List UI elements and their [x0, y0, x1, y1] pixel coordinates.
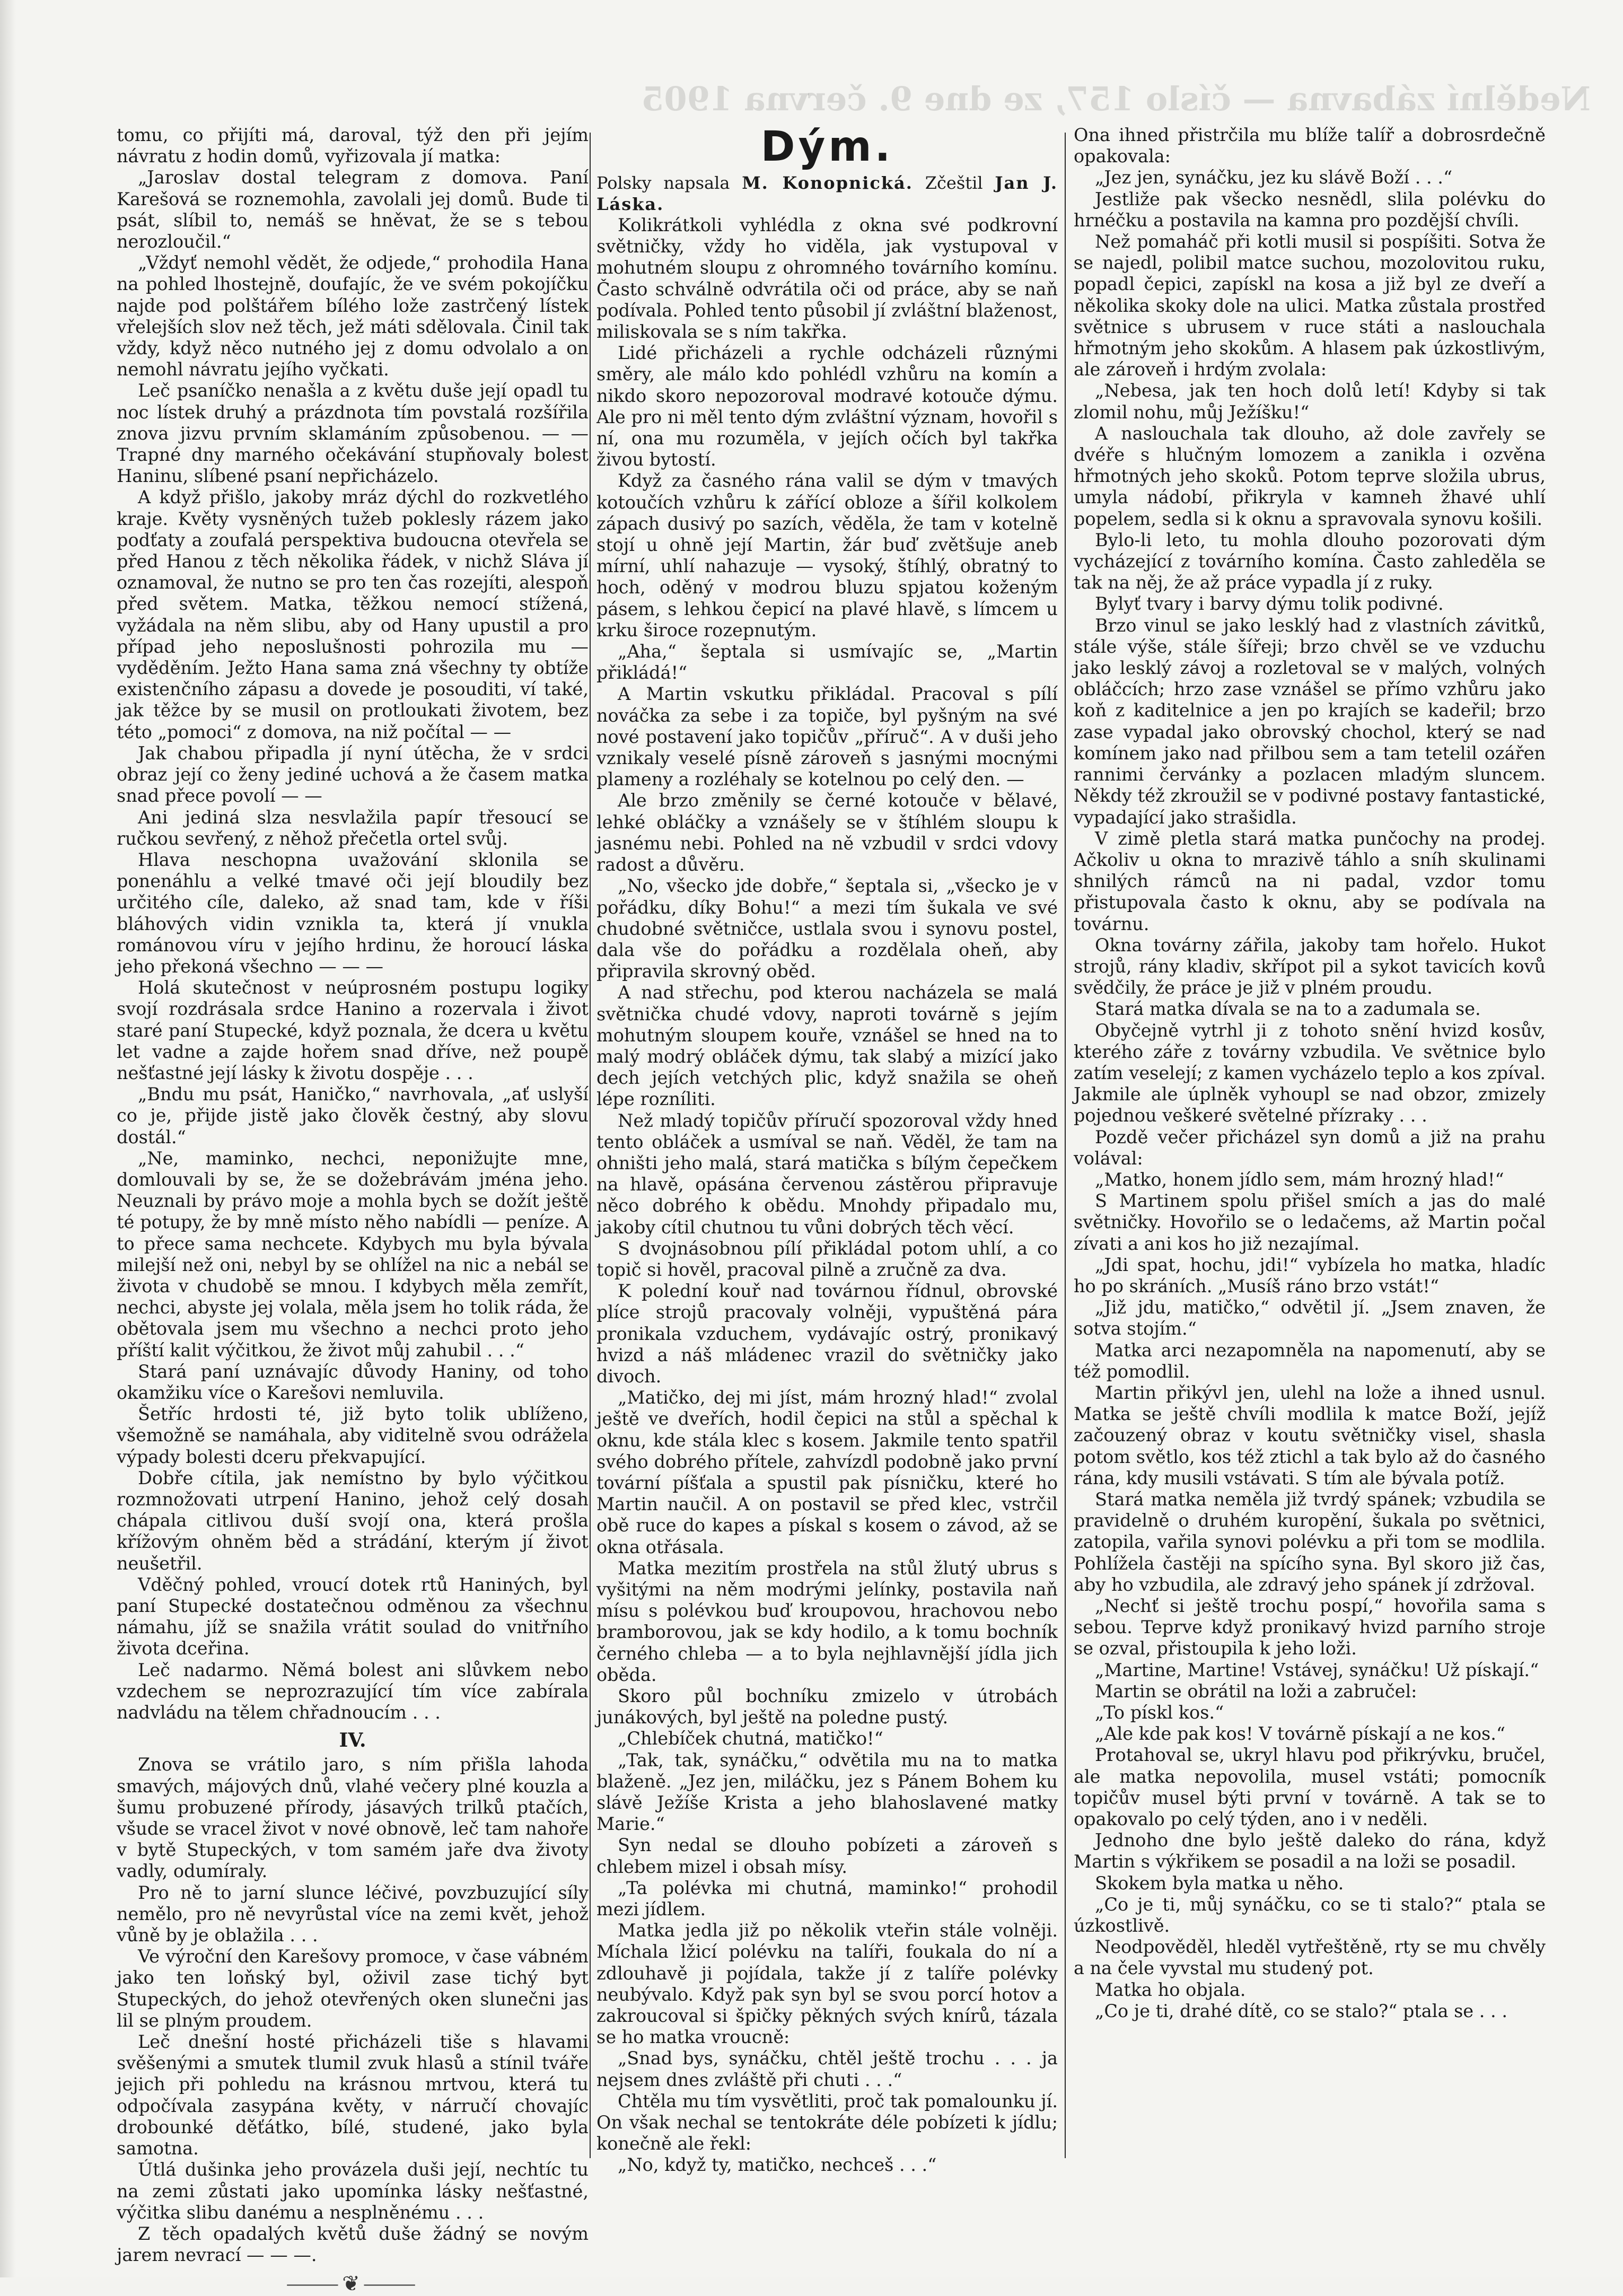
end-ornament: ⸻❦⸻ [286, 2272, 419, 2296]
paragraph: Matka arci nezapomněla na napomenutí, aby se též pomodlil. [1074, 1339, 1546, 1382]
paragraph: Brzo vinul se jako lesklý had z vlastních závitků, stále výše, stále šířeji; brzo chvěl se ve vzduchu jako lesklý závoj a rozletoval se v malých, volných obláčcích; hrzo zase vznášel se přímo vzhůru jako koň z kaditelnice a jen po krajích se kadeřil; brzo zase vypadal jako obrovský chochol, který se nad komínem jako nad přilbou sem a tam tetelil ozářen rannimi červánky a pozlacen mladým sluncem. Někdy též zkroužil se v podivné postavy fantastické, vypadající jako strašidla. [1074, 615, 1546, 828]
paragraph: Matka mezitím prostřela na stůl žlutý ubrus s vyšitými na něm modrými jelínky, postavila naň mísu s polévkou buď kroupovou, hrachovou nebo bramborovou, jak se kdy hodilo, a k tomu bochník černého chleba — a to byla nejhlavnější jídla jich oběda. [596, 1557, 1058, 1685]
paragraph: Dobře cítila, jak nemístno by bylo výčitkou rozmnožovati utrpení Hanino, jehož celý dosah chápala citlivou duší svojí ona, která prošla křížovým ohněm běd a strádání, kterým jí život neušetřil. [117, 1467, 589, 1574]
paragraph: „Matičko, dej mi jíst, mám hrozný hlad!“ zvolal ještě ve dveřích, hodil čepici na stůl a spěchal k oknu, kde stála klec s kosem. Jakmile tento spatřil svého dobrého přítele, zahvízdl podobně jako první tovární píšťala a spustil pak písničku, které ho Martin naučil. A on postavil se před klec, vstrčil obě ruce do kapes a pískal s kosem o závod, až se okna otřásala. [596, 1387, 1058, 1557]
paragraph: „Aha,“ šeptala si usmívajíc se, „Martin přikládá!“ [596, 641, 1058, 683]
paragraph: Když za časného rána valil se dým v tmavých kotoučích vzhůru k zářící obloze a šířil kolkolem zápach dusivý po sazích, věděla, že tam v kotelně stojí u ohně její Martin, žár buď zvětšuje aneb mírní, uhlí nahazuje — vysoký, štíhlý, obratný to hoch, oděný v modrou bluzu spjatou koženým pásem, s lehkou čepicí na plavé hlavě, s límcem u krku široce rozepnutým. [596, 470, 1058, 641]
paragraph: Matka ho objala. [1095, 1979, 1246, 2000]
paragraph: Bylyť tvary i barvy dýmu tolik podivné. [1095, 593, 1444, 615]
story-byline [596, 172, 1058, 215]
byline-mid: Zčeštil [925, 173, 983, 193]
paragraph: V zimě pletla stará matka punčochy na prodej. Ačkoliv u okna to mrazivě táhlo a sníh skulinami shnilých rámců na ni padal, vzdor tomu přistupovala často k oknu, aby se podívala na továrnu. [1074, 828, 1546, 934]
paragraph: S Martinem spolu přišel smích a jas do malé světničky. Hovořilo se o ledačems, až Martin počal zívati a ani kos ho již nezajímal. [1074, 1190, 1546, 1254]
paragraph: A naslouchala tak dlouho, až dole zavřely se dvéře s hlučným lomozem a zanikla i ozvěna hřmotných jeho skoků. Potom teprve složila ubrus, umyla nádobí, přikryla v kamneh žhavé uhlí popelem, sedla si k oknu a spravovala synovu košili. [1074, 423, 1546, 529]
paragraph: Leč psaníčko nenašla a z květu duše její opadl tu noc lístek druhý a prázdnota tím povstalá rozšířila znova jizvu prvním sklamáním způsobenou. — — Trapné dny marného očekávání stupňovaly bolest Haninu, slíbené psaní nepřicházelo. [117, 380, 589, 487]
paragraph: „Matko, honem jídlo sem, mám hrozný hlad!“ [1095, 1169, 1504, 1190]
paragraph: „No, všecko jde dobře,“ šeptala si, „všecko je v pořádku, díky Bohu!“ a mezi tím šukala ve své chudobné světničce, ustlala svou i synovu postel, dala vše do pořádku a rozdělala oheň, aby připravila skrovný oběd. [596, 875, 1058, 982]
paragraph: „Chlebíček chutná, matičko!“ [618, 1728, 883, 1749]
paragraph: Skokem byla matka u něho. [1095, 1872, 1344, 1894]
paragraph: Než mladý topičův příručí spozoroval vždy hned tento obláček a usmíval se naň. Věděl, že tam na ohništi jeho malá, stará matička s bílým čepečkem na hlavě, opásána červenou zástěrou připravuje něco dobrého k obědu. Mnohdy připadalo mu, jakoby cítil chutnou tu vůni dobrých těch věcí. [596, 1110, 1058, 1238]
paragraph: Leč nadarmo. Němá bolest ani slůvkem nebo vzdechem se neprozrazující tím více zabírala nadvládu na tělem chřadnoucím . . . [117, 1659, 589, 1723]
paragraph: Neodpověděl, hleděl vytřeštěně, rty se mu chvěly a na čele vyvstal mu studený pot. [1074, 1936, 1546, 1979]
paragraph: Martin se obrátil na loži a zabručel: [1095, 1680, 1417, 1702]
paragraph: Šetříc hrdosti té, již byto tolik ublíženo, všemožně se namáhala, aby viditelně svou odrážela výpady bolesti dceru překvapující. [117, 1404, 589, 1467]
paragraph: „Ale kde pak kos! V továrně pískají a ne kos.“ [1095, 1723, 1506, 1745]
paragraph: A nad střechu, pod kterou nacházela se malá světnička chudé vdovy, naproti továrně s jejím mohutným sloupem kouře, vznášel se hned na to malý modrý obláček dýmu, tak slabý a mizící jako dech jejích vetchých plic, když snažila se oheň lépe rozníliti. [596, 982, 1058, 1110]
paragraph: Hlava neschopna uvažování sklonila se ponenáhlu a velké tmavé oči její bloudily bez určitého cíle, daleko, až snad tam, kde v říši bláhových vidin vznikla ta, která jí vnukla románovou víru v jejího hrdinu, že horoucí láska jeho překoná všechno — — — [117, 849, 589, 977]
paragraph: Stará paní uznávajíc důvody Haniny, od toho okamžiku více o Karešovi nemluvila. [117, 1361, 589, 1403]
paragraph: Lidé přicházeli a rychle odcházeli různými směry, ale málo kdo pohlédl vzhůru na komín a nikdo skoro nepozoroval modravé kotouče dýmu. Ale pro ni měl tento dým zvláštní význam, hovořil s ní, ona mu rozuměla, v jejích očích byl takřka živou bytostí. [596, 343, 1058, 470]
paragraph: „Již jdu, matičko,“ odvětil jí. „Jsem znaven, že sotva stojím.“ [1074, 1297, 1546, 1339]
byline-author: M. Konopnická. [742, 173, 913, 193]
paragraph: Ani jediná slza nesvlažila papír třesoucí se ručkou sevřený, z něhož přečetla ortel svůj. [117, 807, 589, 849]
paragraph: „No, když ty, matičko, nechceš . . .“ [618, 2154, 937, 2176]
column-right [1074, 125, 1546, 2166]
paragraph: Bylo-li leto, tu mohla dlouho pozorovati dým vycházející z továrního komína. Často zahleděla se tak na něj, že až práce vypadla jí z ruky. [1074, 529, 1546, 593]
paragraph: „Ne, maminko, nechci, neponižujte mne, domlouvali by se, že se dožebrávám jména jeho. Neuznali by právo moje a mohla bych se dožít ještě té potupy, že by mně místo něho nabídli — peníze. A to přece sama nechcete. Kdybych mu byla bývala milejší než oni, nebyl by se ohlížel na nic a nebál se života v chudobě se mnou. I kdybych měla zemřít, nechci, abyste jej volala, měla jsem ho tolik ráda, že obětovala jsem mu všechno a nechci proto jeho příští kalit výčitkou, že život můj zahubil . . .“ [117, 1147, 589, 1361]
paragraph: Martin přikývl jen, ulehl na lože a ihned usnul. Matka se ještě chvíli modlila k matce Boží, jejíž začouzený obraz v koutu světničky visel, shasla potom světlo, kos též ztichl a tak bylo až do časného rána, kdy musili vstávati. S tím ale bývala potíž. [1074, 1382, 1546, 1488]
paragraph: Pozdě večer přicházel syn domů a již na prahu volával: [1074, 1126, 1546, 1169]
paragraph: „Snad bys, synáčku, chtěl ještě trochu . . . ja nejsem dnes zvláště při chuti . . .“ [596, 2048, 1058, 2090]
paragraph: Vděčný pohled, vroucí dotek rtů Haniných, byl paní Stupecké dostatečnou odměnou za všechnu námahu, jíž se snažila vrátit soulad do vnitřního života dceřina. [117, 1574, 589, 1659]
paragraph: Ale brzo změnily se černé kotouče v bělavé, lehké obláčky a vznášely se v štíhlém sloupu k jasnému nebi. Pohled na ně vzbudil v srdci vdovy radost a důvěru. [596, 790, 1058, 875]
paragraph: „Martine, Martine! Vstávej, synáčku! Už pískají.“ [1095, 1659, 1539, 1680]
paragraph: „Co je ti, můj synáčku, co se ti stalo?“ ptala se úzkostlivě. [1074, 1894, 1546, 1936]
chapter-heading: IV. [339, 1729, 366, 1752]
paragraph: Syn nedal se dlouho pobízeti a zároveň s chlebem mizel i obsah mísy. [596, 1835, 1058, 1877]
paragraph: Z těch opadalých květů duše žádný se novým jarem nevrací — — —. [117, 2223, 589, 2266]
paragraph: Chtěla mu tím vysvětliti, proč tak pomalounku jí. On však nechal se tentokráte déle pobízeti k jídlu; konečně ale řekl: [596, 2090, 1058, 2154]
paragraph: A Martin vskutku přikládal. Pracoval s pílí nováčka za sebe i za topiče, byl pyšným na své nové postavení jako topičův „příruč“. A v duši jeho vznikaly veselé písně zároveň s jasnými mocnými plameny a rozléhaly se kotelnou po celý den. — [596, 683, 1058, 790]
paragraph: Ve výroční den Karešovy promoce, v čase vábném jako ten loňský byl, oživil zase tichý byt Stupeckých, do jehož otevřených oken slunečni jas lil se plným proudem. [117, 1946, 589, 2031]
paragraph: Znova se vrátilo jaro, s ním přišla lahoda smavých, májových dnů, vlahé večery plné kouzla a šumu probuzené přírody, jásavých trilků ptačích, všude se vracel život v nové obnově, leč tam nahoře v bytě Stupeckých, v tom samém jaře dva životy vadly, odumíraly. [117, 1754, 589, 1882]
paragraph: Jednoho dne bylo ještě daleko do rána, když Martin s výkřikem se posadil a na loži se posadil. [1074, 1830, 1546, 1872]
paragraph: Jak chabou připadla jí nyní útěcha, že v srdci obraz její co ženy jediné uchová a že časem matka snad přece povolí — — [117, 742, 589, 807]
byline-translator: Jan J. Láska. [596, 173, 1058, 214]
paragraph: „Bndu mu psát, Haničko,“ navrhovala, „ať uslyší co je, přijde jistě jako člověk čestný, aby slovu dostál.“ [117, 1084, 589, 1147]
paragraph: „Jaroslav dostal telegram z domova. Paní Karešová se roznemohla, zavolali jej domů. Bude ti psát, slíbil to, nemáš se hněvat, že se s tebou nerozloučil.“ [117, 167, 589, 252]
paragraph: Stará matka neměla již tvrdý spánek; vzbudila se pravidelně o druhém kuropění, šukala po světnici, zatopila, vařila synovi polévku a při tom se modlila. Pohlížela častěji na spícího syna. Byl skoro již čas, aby ho vzbudila, ale zdravý jeho spánek jí zdržoval. [1074, 1489, 1546, 1595]
paragraph: „Nebesa, jak ten hoch dolů letí! Kdyby si tak zlomil nohu, můj Ježíšku!“ [1074, 380, 1546, 423]
paragraph: tomu, co přijíti má, daroval, týž den při jejím návratu z hodin domů, vyřizovala jí matka: [117, 125, 589, 167]
column-left [117, 125, 589, 2296]
paragraph: Matka jedla již po několik vteřin stále volněji. Míchala lžicí polévku na talíři, foukala do ní a zdlouhavě ji pojídala, takže jí z talíře polévky neubývalo. Když pak syn byl se svou porcí hotov a zakroucoval si špičky pěkných svých knírů, tázala se ho matka vroucně: [596, 1920, 1058, 2048]
paragraph: Holá skutečnost v neúprosném postupu logiky svojí rozdrásala srdce Hanino a rozervala i život staré paní Stupecké, když poznala, že dcera u květu let vadne a zajde hořem snad dříve, než poupě nešťastné její lásky k životu dospěje . . . [117, 977, 589, 1083]
paragraph: „Nechť si ještě trochu pospí,“ hovořila sama s sebou. Teprve když pronikavý hvizd parního stroje se ozval, přistoupila k jeho loži. [1074, 1596, 1546, 1659]
paragraph: Obyčejně vytrhl ji z tohoto snění hvizd kosův, kterého záře z továrny vzbudila. Ve světnice bylo zatím veselejí; z kamen vycházelo teplo a kos zpíval. Jakmile ale úplněk vyhoupl se nad obzor, zmizely pojednou veškeré světelné přízraky . . . [1074, 1020, 1546, 1126]
paragraph: Protahoval se, ukryl hlavu pod přikrývku, bručel, ale matka nepovolila, musel vstáti; pomocník topičův musel býti první v továrně. A tak se to opakovalo po celý týden, ano i v neděli. [1074, 1745, 1546, 1830]
column-rule-right [1065, 133, 1066, 2158]
paragraph: Leč dnešní hosté přicházeli tiše s hlavami svěšenými a smutek tlumil zvuk hlasů a stínil tváře jejich při pohledu na krásnou mrtvou, která tu odpočívala zasypána květy, v nárručí chovajíc drobounké děťátko, bílé, studené, jako byla samotna. [117, 2031, 589, 2159]
paragraph: Kolikrátkoli vyhlédla z okna své podkrovní světničky, vždy ho viděla, jak vystupoval v mohutném sloupu z ohromného továrního komínu. Často schválně odvrátila oči od práce, aby se naň podívala. Pohled tento působil jí zvláštní blaženost, miliskovala se s ním takřka. [596, 215, 1058, 343]
paragraph: Ona ihned přistrčila mu blíže talíř a dobrosrdečně opakovala: [1074, 125, 1546, 167]
column-middle [596, 123, 1058, 2176]
paragraph: „Vždyť nemohl vědět, že odjede,“ prohodila Hana na pohled lhostejně, doufajíc, že ve svém pokojíčku najde pod polštářem bílého lože zastrčený lístek vřelejších slov než těch, jež máti sdělovala. Činil tak vždy, když něco nutného jej z domu odvolalo a on nemohl návratu jejího vyčkati. [117, 252, 589, 380]
paragraph: „Tak, tak, synáčku,“ odvětila mu na to matka blaženě. „Jez jen, miláčku, jez s Pánem Bohem ku slávě Ježíše Krista a jeho blahoslavené matky Marie.“ [596, 1749, 1058, 1835]
paragraph: „To pískl kos.“ [1095, 1702, 1224, 1723]
byline-prefix: Polsky napsala [596, 173, 730, 193]
paragraph: „Jez jen, synáčku, jez ku slávě Boží . . .“ [1095, 167, 1453, 188]
paragraph: Jestliže pak všecko nesnědl, slila polévku do hrnéčku a postavila na kamna pro pozdější chvíli. [1074, 188, 1546, 231]
paragraph: Než pomaháč při kotli musil si pospíšiti. Sotva že se najedl, polibil matce suchou, mozolovitou ruku, popadl čepici, zapískl na kosa a již byl ze dveří a několika skoky dole na ulici. Matka zůstala prostřed světnice s ubrusem v ruce státi a naslouchala hřmotným jeho skokům. A hlasem pak úzkostlivým, ale zároveň i hrdým zvolala: [1074, 231, 1546, 380]
header-bleed-through: Nedělní zábavna — číslo 157, ze dne 9. června 1905 [641, 80, 1591, 118]
column-rule-left [590, 133, 591, 2158]
paragraph: Skoro půl bochníku zmizelo v útrobách junákových, byl ještě na poledne pustý. [596, 1686, 1058, 1728]
scan-edge-shadow [0, 0, 16, 2277]
paragraph: Pro ně to jarní slunce léčivé, povzbuzující síly nemělo, pro ně nevyrůstal více na zemi květ, jehož vůně by je oblažila . . . [117, 1882, 589, 1946]
story-body [596, 215, 1058, 2176]
paragraph: Okna továrny zářila, jakoby tam hořelo. Hukot strojů, rány kladiv, skřípot pil a sykot tavicích kovů svědčily, že práce je již v plném proudu. [1074, 934, 1546, 998]
paragraph: Stará matka dívala se na to a zadumala se. [1095, 998, 1481, 1020]
paragraph: A když přišlo, jakoby mráz dýchl do rozkvetlého kraje. Květy vysněných tužeb poklesly rázem jako podťaty a zoufalá perspektiva budoucna otevřela se před Hanou z těch několika řádek, v nichž Sláva jí oznamoval, že nutno se pro ten čas rozejíti, alespoň před světem. Matka, těžkou nemocí stížená, vyžádala na něm slibu, aby od Hany upustil a pro případ jeho neposlušnosti pohrozila mu — vyděděním. Ježto Hana sama zná všechny ty obtíže existenčního zápasu a dovede je posouditi, ví také, jak těžce by se musil on protloukati životem, bez této „pomoci“ z domova, na niž počítal — — [117, 487, 589, 742]
paragraph: „Co je ti, drahé dítě, co se stalo?“ ptala se . . . [1095, 2000, 1507, 2021]
story-title: Dým. [760, 123, 894, 171]
paragraph: K polední kouř nad továrnou řídnul, obrovské plíce strojů pracovaly volněji, vypuštěná pára pronikala vzduchem, vydávajíc ostrý, pronikavý hvizd a náš mládenec vrazil do světničky jako divoch. [596, 1281, 1058, 1387]
paragraph: „Ta polévka mi chutná, maminko!“ prohodil mezi jídlem. [596, 1877, 1058, 1920]
paragraph: Útlá dušinka jeho provázela duši její, nechtíc tu na zemi zůstati jako upomínka lásky nešťastné, výčitka slibu danému a nesplněnému . . . [117, 2159, 589, 2223]
paragraph: „Jdi spat, hochu, jdi!“ vybízela ho matka, hladíc ho po skráních. „Musíš ráno brzo vstát!“ [1074, 1254, 1546, 1296]
paragraph: S dvojnásobnou pílí přikládal potom uhlí, a co topič si hověl, pracoval pilně a zručně za dva. [596, 1238, 1058, 1280]
